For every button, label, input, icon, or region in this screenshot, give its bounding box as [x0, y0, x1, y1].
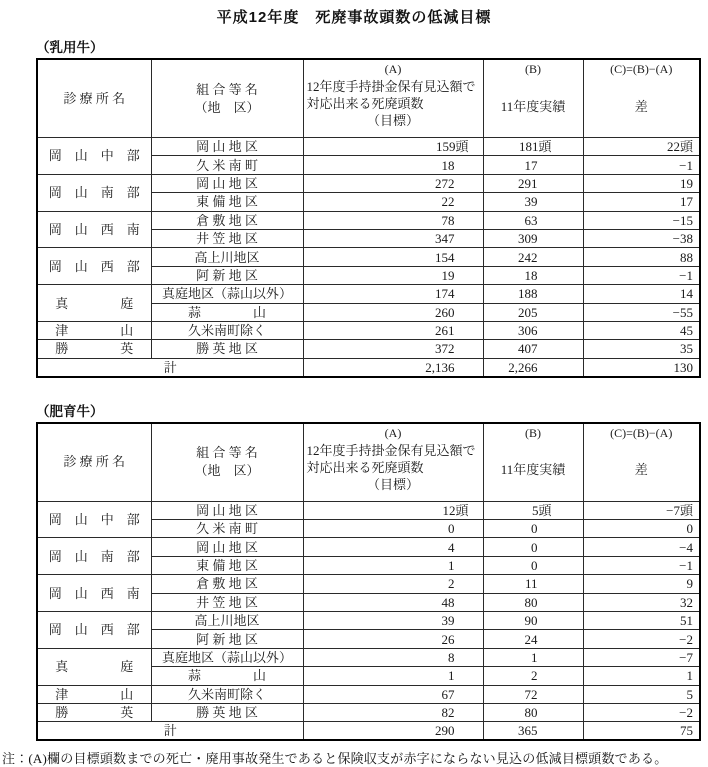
clinic-name-cell: 津 山: [37, 685, 151, 703]
value-cell-b: 17: [483, 156, 583, 174]
clinic-name-cell: 真 庭: [37, 285, 151, 322]
district-cell: 久米南町除く: [151, 321, 303, 339]
page-title: 平成12年度 死廃事故頭数の低減目標: [216, 9, 492, 26]
union-header-line2: （地 区）: [194, 463, 260, 479]
target-column-header: [303, 59, 483, 138]
value-cell-b: 188: [483, 285, 583, 303]
district-cell: 高上川地区: [151, 612, 303, 630]
district-cell: 倉 敷 地 区: [151, 211, 303, 229]
district-cell: 阿 新 地 区: [151, 630, 303, 648]
table-row: [37, 138, 700, 156]
value-cell-a: 39: [303, 612, 483, 630]
table-row: [37, 211, 700, 229]
value-cell-b: 72: [483, 685, 583, 703]
table-row: [37, 501, 700, 519]
value-cell-c: 5: [583, 685, 700, 703]
value-cell-a: 4: [303, 538, 483, 556]
district-cell: 岡 山 地 区: [151, 538, 303, 556]
table-row: [37, 703, 700, 721]
value-cell-b: 242: [483, 248, 583, 266]
clinic-name-cell: 岡 山 中 部: [37, 501, 151, 538]
value-cell-b: 1: [483, 648, 583, 666]
total-label: 計: [37, 722, 303, 741]
dairy-table-body: [37, 138, 700, 377]
district-cell: 高上川地区: [151, 248, 303, 266]
header-row: [37, 59, 700, 138]
total-value-c: 130: [583, 358, 700, 377]
value-cell-c: −1: [583, 556, 700, 574]
district-cell: 岡 山 地 区: [151, 174, 303, 192]
target-column-header: [303, 423, 483, 502]
total-label: 計: [37, 358, 303, 377]
value-cell-c: −1: [583, 266, 700, 284]
value-number: 12: [442, 502, 456, 518]
value-cell-b: 0: [483, 520, 583, 538]
total-value-a: 2,136: [303, 358, 483, 377]
value-cell-c: 22頭: [583, 138, 700, 156]
district-cell: 勝 英 地 区: [151, 340, 303, 358]
value-cell-b: 90: [483, 612, 583, 630]
target-header-label: 12年度手持掛金保有見込額で対応出来る死廃頭数: [306, 79, 476, 111]
value-cell-a: 261: [303, 321, 483, 339]
district-cell: 久 米 南 町: [151, 520, 303, 538]
table-row: [37, 648, 700, 666]
value-cell-c: 19: [583, 174, 700, 192]
value-cell-b: 306: [483, 321, 583, 339]
value-cell-c: 14: [583, 285, 700, 303]
clinic-name-cell: 真 庭: [37, 648, 151, 685]
target-header-code: (A): [384, 62, 402, 76]
table-row: [37, 612, 700, 630]
table-row: [37, 685, 700, 703]
clinic-column-header: [37, 59, 151, 138]
union-column-header: [151, 423, 303, 502]
actual-header-label: 11年度実績: [500, 462, 566, 478]
value-cell-c: 35: [583, 340, 700, 358]
value-cell-b: 11: [483, 575, 583, 593]
district-cell: 倉 敷 地 区: [151, 575, 303, 593]
table-row: [37, 174, 700, 192]
value-cell-a: 26: [303, 630, 483, 648]
value-cell-a: 8: [303, 648, 483, 666]
value-cell-c: 9: [583, 575, 700, 593]
clinic-name-cell: 津 山: [37, 321, 151, 339]
district-cell: 蒜 山: [151, 303, 303, 321]
clinic-name-cell: 岡 山 西 南: [37, 211, 151, 248]
value-cell-a: 18: [303, 156, 483, 174]
union-header-line1: 組 合 等 名: [196, 81, 258, 97]
clinic-name-cell: 岡 山 西 部: [37, 612, 151, 649]
value-cell-a: 272: [303, 174, 483, 192]
clinic-name-cell: 勝 英: [37, 703, 151, 721]
clinic-name-cell: 岡 山 西 南: [37, 575, 151, 612]
difference-column-header: [583, 59, 700, 138]
district-cell: 久米南町除く: [151, 685, 303, 703]
value-cell-a: 1: [303, 556, 483, 574]
district-cell: 東 備 地 区: [151, 193, 303, 211]
target-header-sublabel: （目標）: [366, 476, 419, 492]
difference-header-label: 差: [634, 462, 648, 478]
table-row: [37, 575, 700, 593]
district-cell: 真庭地区（蒜山以外）: [151, 648, 303, 666]
value-cell-c: −7頭: [583, 501, 700, 519]
value-cell-b: 205: [483, 303, 583, 321]
value-cell-a: 22: [303, 193, 483, 211]
union-column-header: [151, 59, 303, 138]
value-cell-a: 1: [303, 667, 483, 685]
total-value-b: 365: [483, 722, 583, 741]
value-cell-c: 1: [583, 667, 700, 685]
value-cell-c: 45: [583, 321, 700, 339]
value-cell-c: −15: [583, 211, 700, 229]
value-cell-c: −55: [583, 303, 700, 321]
beef-table-body: [37, 501, 700, 740]
clinic-name-cell: 岡 山 西 部: [37, 248, 151, 285]
value-cell-c: 88: [583, 248, 700, 266]
clinic-name-cell: 岡 山 南 部: [37, 174, 151, 211]
head-count-unit: 頭: [455, 502, 469, 518]
value-cell-b: 291: [483, 174, 583, 192]
footnote: 注：(A)欄の目標頭数までの死亡・廃用事故発生であると保険収支が赤字にならない見込の低減目標頭数である。: [2, 751, 668, 767]
actual-column-header: [483, 59, 583, 138]
value-cell-a: 174: [303, 285, 483, 303]
table-row: [37, 285, 700, 303]
value-cell-c: −7: [583, 648, 700, 666]
table-row: [37, 248, 700, 266]
target-header-code: (A): [384, 425, 402, 440]
clinic-name-cell: 岡 山 南 部: [37, 538, 151, 575]
value-cell-a: 154: [303, 248, 483, 266]
dairy-table-label: （乳用牛）: [36, 40, 104, 55]
table-row: [37, 538, 700, 556]
actual-header-code: (B): [525, 62, 541, 76]
union-header-line2: （地 区）: [194, 99, 260, 115]
target-header-label: 12年度手持掛金保有見込額で対応出来る死廃頭数: [306, 442, 476, 475]
district-cell: 真庭地区（蒜山以外）: [151, 285, 303, 303]
clinic-column-header: [37, 423, 151, 502]
value-number: 181: [518, 139, 539, 155]
header-row: [37, 423, 700, 502]
value-cell-b: [483, 501, 583, 519]
total-value-a: 290: [303, 722, 483, 741]
value-cell-b: 80: [483, 703, 583, 721]
difference-header-code: (C)=(B)−(A): [610, 425, 673, 440]
head-count-unit: 頭: [538, 139, 552, 155]
value-cell-b: 18: [483, 266, 583, 284]
value-cell-c: −1: [583, 156, 700, 174]
clinic-name-cell: 勝 英: [37, 340, 151, 358]
value-cell-a: 372: [303, 340, 483, 358]
value-cell-b: 2: [483, 667, 583, 685]
value-cell-b: 0: [483, 538, 583, 556]
head-count-unit: 頭: [455, 139, 469, 155]
total-value-c: 75: [583, 722, 700, 741]
actual-column-header: [483, 423, 583, 502]
district-cell: 岡 山 地 区: [151, 501, 303, 519]
district-cell: 井 笠 地 区: [151, 593, 303, 611]
clinic-name-cell: 岡 山 中 部: [37, 138, 151, 175]
value-cell-a: 67: [303, 685, 483, 703]
clinic-header-label: 診 療 所 名: [63, 454, 126, 470]
value-cell-c: 32: [583, 593, 700, 611]
value-cell-a: 2: [303, 575, 483, 593]
value-cell-b: 39: [483, 193, 583, 211]
value-cell-b: 24: [483, 630, 583, 648]
value-cell-c: −2: [583, 703, 700, 721]
target-header-sublabel: （目標）: [366, 113, 419, 128]
difference-header-code: (C)=(B)−(A): [610, 62, 673, 76]
actual-header-code: (B): [525, 425, 541, 440]
total-row: [37, 722, 700, 741]
value-cell-c: 51: [583, 612, 700, 630]
value-cell-a: 82: [303, 703, 483, 721]
district-cell: 阿 新 地 区: [151, 266, 303, 284]
value-cell-a: 19: [303, 266, 483, 284]
difference-column-header: [583, 423, 700, 502]
value-cell-b: 0: [483, 556, 583, 574]
district-cell: 蒜 山: [151, 667, 303, 685]
value-cell-c: −4: [583, 538, 700, 556]
value-cell-c: −2: [583, 630, 700, 648]
value-cell-a: [303, 501, 483, 519]
value-cell-a: 260: [303, 303, 483, 321]
clinic-header-label: 診 療 所 名: [63, 90, 126, 106]
dairy-cattle-table: [36, 58, 701, 378]
value-cell-c: 17: [583, 193, 700, 211]
value-cell-b: [483, 138, 583, 156]
actual-header-label: 11年度実績: [500, 98, 566, 114]
value-cell-b: 63: [483, 211, 583, 229]
head-count-unit: 頭: [538, 502, 552, 518]
beef-cattle-table: [36, 422, 701, 742]
value-cell-a: 0: [303, 520, 483, 538]
dairy-cattle-section: [36, 36, 700, 378]
value-cell-a: 78: [303, 211, 483, 229]
district-cell: 東 備 地 区: [151, 556, 303, 574]
district-cell: 井 笠 地 区: [151, 229, 303, 247]
value-cell-b: 407: [483, 340, 583, 358]
value-cell-a: 48: [303, 593, 483, 611]
table-row: [37, 340, 700, 358]
value-cell-a: [303, 138, 483, 156]
value-cell-b: 309: [483, 229, 583, 247]
district-cell: 勝 英 地 区: [151, 703, 303, 721]
district-cell: 岡 山 地 区: [151, 138, 303, 156]
value-cell-c: −38: [583, 229, 700, 247]
table-row: [37, 321, 700, 339]
beef-table-label: （肥育牛）: [36, 403, 104, 419]
district-cell: 久 米 南 町: [151, 156, 303, 174]
value-cell-b: 80: [483, 593, 583, 611]
value-cell-a: 347: [303, 229, 483, 247]
union-header-line1: 組 合 等 名: [196, 445, 258, 461]
value-cell-c: 0: [583, 520, 700, 538]
total-row: [37, 358, 700, 377]
difference-header-label: 差: [634, 98, 648, 114]
value-number: 5: [531, 502, 539, 518]
value-number: 159: [435, 139, 456, 155]
beef-cattle-section: [36, 400, 700, 742]
total-value-b: 2,266: [483, 358, 583, 377]
